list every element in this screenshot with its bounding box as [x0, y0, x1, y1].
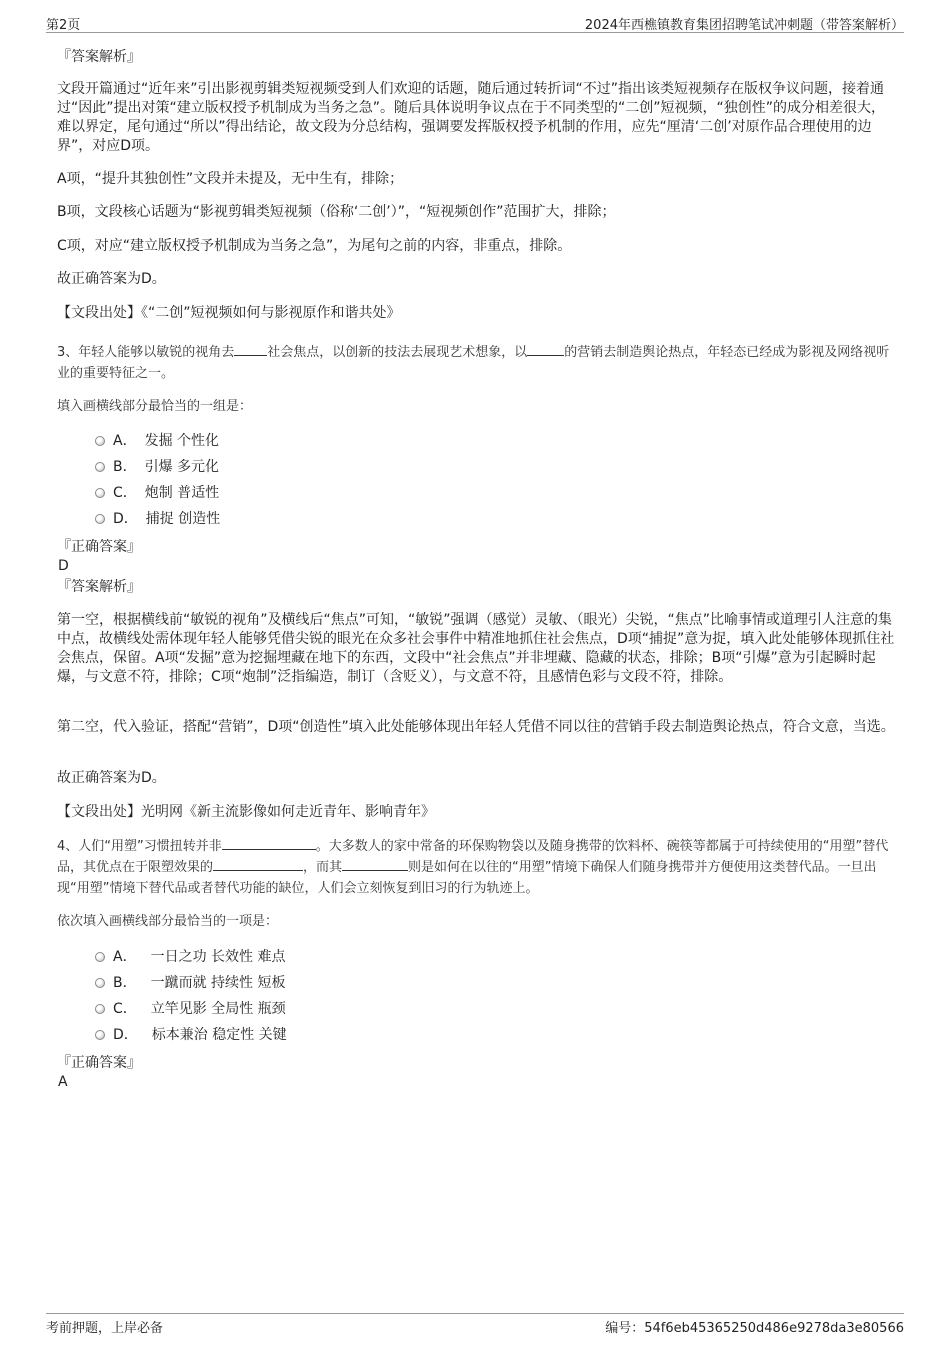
- page-number: 第2页: [46, 18, 81, 33]
- correct-answer-label: 『正确答案』: [57, 539, 141, 555]
- correct-answer: D: [58, 558, 69, 574]
- blank-1: [222, 837, 316, 850]
- radio-icon[interactable]: [95, 514, 105, 524]
- analysis-option-a: A项，“提升其独创性”文段并未提及，无中生有，排除；: [57, 171, 404, 187]
- question-4-options: [95, 944, 287, 1048]
- question-4-stem: 4、人们“用塑”习惯扭转并非 。大多数人的家中常备的环保购物袋以及随身携带的饮料杯、碗筷等都属于可持续使用的“用塑”替代品，其优点在于限塑效果的 ，而其 则是如何在以往的“用塑”情境下确保人们随身携带并方便使用这类替代品。一旦出现“用塑”情境下替代品或者替代功能的缺位，人们会立刻恢复到旧习的行为轨迹上。: [57, 839, 889, 896]
- option-b[interactable]: B． 一蹴而就 持续性 短板: [95, 970, 287, 996]
- document-title: 2024年西樵镇教育集团招聘笔试冲刺题（带答案解析）: [584, 18, 904, 33]
- answer-conclusion: 故正确答案为D。: [57, 271, 166, 287]
- answer-conclusion: 故正确答案为D。: [57, 770, 166, 786]
- blank-2: [527, 343, 564, 356]
- question-4-instruction: 依次填入画横线部分最恰当的一项是：: [57, 914, 279, 929]
- analysis-option-b: B项，文段核心话题为“影视剪辑类短视频（俗称‘二创’）”，“短视频创作”范围扩大，排除；: [57, 204, 616, 220]
- option-d[interactable]: D． 捕捉 创造性: [95, 506, 220, 532]
- page-footer: [46, 1313, 904, 1336]
- option-c[interactable]: C． 炮制 普适性: [95, 480, 220, 506]
- analysis-label: 『答案解析』: [57, 49, 141, 65]
- analysis-paragraph: 文段开篇通过“近年来”引出影视剪辑类短视频受到人们欢迎的话题，随后通过转折词“不过”指出该类短视频存在版权争议问题，接着通过“因此”提出对策“建立版权授予机制成为当务之急”。随后具体说明争议点在于不同类型的“二创”短视频，“独创性”的成分相差很大，难以界定，尾句通过“所以”得出结论，故文段为分总结构，强调要发挥版权授予机制的作用，应先“厘清‘二创’对原作品合理使用的边界”，对应D项。: [57, 81, 886, 154]
- option-d[interactable]: D． 标本兼治 稳定性 关键: [95, 1022, 287, 1048]
- radio-icon[interactable]: [95, 1004, 105, 1014]
- question-3-instruction: 填入画横线部分最恰当的一组是：: [57, 399, 253, 414]
- analysis-option-c: C项，对应“建立版权授予机制成为当务之急”，为尾句之前的内容，非重点，排除。: [57, 238, 572, 254]
- page-header: [46, 14, 904, 33]
- document-code: 编号：54f6eb45365250d486e9278da3e80566: [605, 1321, 904, 1336]
- option-a[interactable]: A． 一日之功 长效性 难点: [95, 944, 287, 970]
- radio-icon[interactable]: [95, 436, 105, 446]
- source-citation: 【文段出处】光明网《新主流影像如何走近青年、影响青年》: [57, 804, 435, 820]
- option-c[interactable]: C． 立竿见影 全局性 瓶颈: [95, 996, 287, 1022]
- source-citation: 【文段出处】《“二创”短视频如何与影视原作和谐共处》: [57, 305, 401, 321]
- blank-3: [342, 858, 408, 871]
- question-3-options: [95, 428, 220, 532]
- blank-2: [213, 858, 303, 871]
- option-b[interactable]: B． 引爆 多元化: [95, 454, 220, 480]
- analysis-label: 『答案解析』: [57, 579, 141, 595]
- footer-slogan: 考前押题，上岸必备: [46, 1321, 164, 1336]
- radio-icon[interactable]: [95, 1030, 105, 1040]
- option-a[interactable]: A． 发掘 个性化: [95, 428, 220, 454]
- radio-icon[interactable]: [95, 462, 105, 472]
- correct-answer-label: 『正确答案』: [57, 1055, 141, 1071]
- analysis-paragraph-1: 第一空，根据横线前“敏锐的视角”及横线后“焦点”可知，“敏锐”强调（感觉）灵敏、（眼光）尖锐，“焦点”比喻事情或道理引人注意的集中点，故横线处需体现年轻人能够凭借尖锐的眼光在众多社会事件中精准地抓住社会焦点，D项“捕捉”意为捉，填入此处能够体现抓住社会焦点，保留。A项“发掘”意为挖掘埋藏在地下的东西，文段中“社会焦点”并非埋藏、隐藏的状态，排除；B项“引爆”意为引起瞬时起爆，与文意不符，排除；C项“炮制”泛指编造，制订（含贬义），与文意不符，且感情色彩与文段不符，排除。: [57, 612, 895, 685]
- correct-answer: A: [58, 1074, 68, 1090]
- blank-1: [234, 343, 267, 356]
- question-3-stem: 3、年轻人能够以敏锐的视角去 社会焦点，以创新的技法去展现艺术想象，以 的营销去制造舆论热点，年轻态已经成为影视及网络视听业的重要特征之一。: [57, 345, 890, 381]
- radio-icon[interactable]: [95, 978, 105, 988]
- analysis-paragraph-2: 第二空，代入验证，搭配“营销”，D项“创造性”填入此处能够体现出年轻人凭借不同以往的营销手段去制造舆论热点，符合文意，当选。: [57, 719, 895, 735]
- radio-icon[interactable]: [95, 952, 105, 962]
- radio-icon[interactable]: [95, 488, 105, 498]
